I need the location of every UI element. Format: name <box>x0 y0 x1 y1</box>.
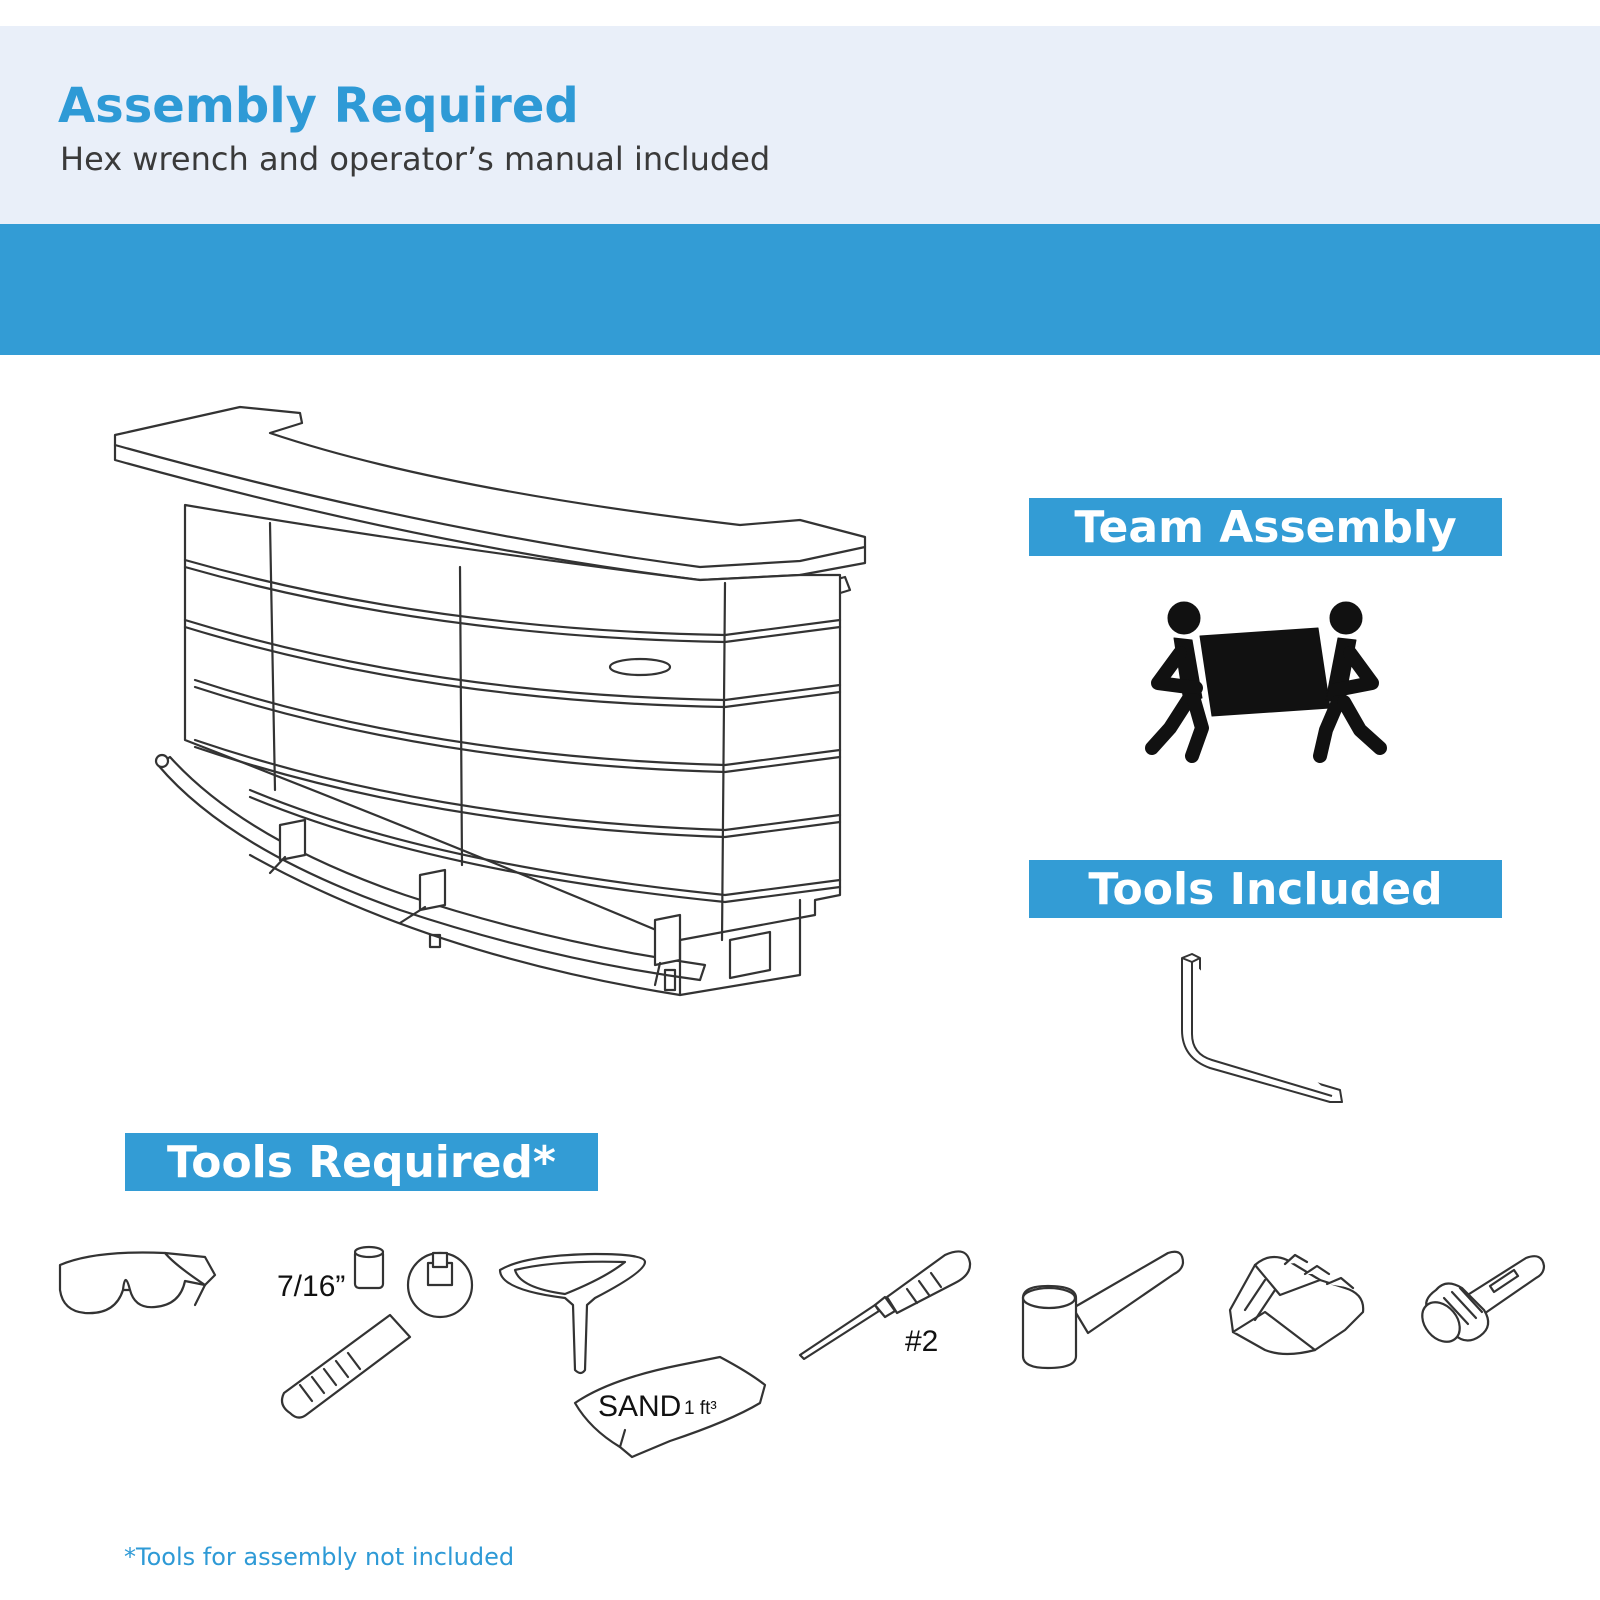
sand-bag-label: SAND <box>598 1390 682 1423</box>
safety-glasses-icon <box>55 1245 220 1325</box>
gloves-icon <box>1225 1250 1375 1360</box>
screwdriver-icon <box>795 1245 975 1360</box>
hex-wrench-icon <box>1170 950 1360 1105</box>
page-title: Assembly Required <box>58 78 579 134</box>
page-subtitle: Hex wrench and operator’s manual included <box>60 140 771 178</box>
team-assembly-label: Team Assembly <box>1029 498 1502 556</box>
accent-band <box>0 224 1600 355</box>
socket-size-label: 7/16” <box>277 1270 346 1303</box>
ratchet-socket-icon <box>270 1245 490 1425</box>
flashlight-icon <box>1418 1248 1548 1348</box>
two-people-lifting-box-icon <box>1140 598 1390 768</box>
mallet-icon <box>1018 1248 1188 1373</box>
screwdriver-size-label: #2 <box>905 1325 939 1358</box>
tools-included-label: Tools Included <box>1029 860 1502 918</box>
footnote: *Tools for assembly not included <box>124 1543 515 1571</box>
bar-cart-icon <box>100 395 900 1055</box>
sand-bag-volume: 1 ft³ <box>684 1398 717 1419</box>
tools-required-label: Tools Required* <box>125 1133 598 1191</box>
